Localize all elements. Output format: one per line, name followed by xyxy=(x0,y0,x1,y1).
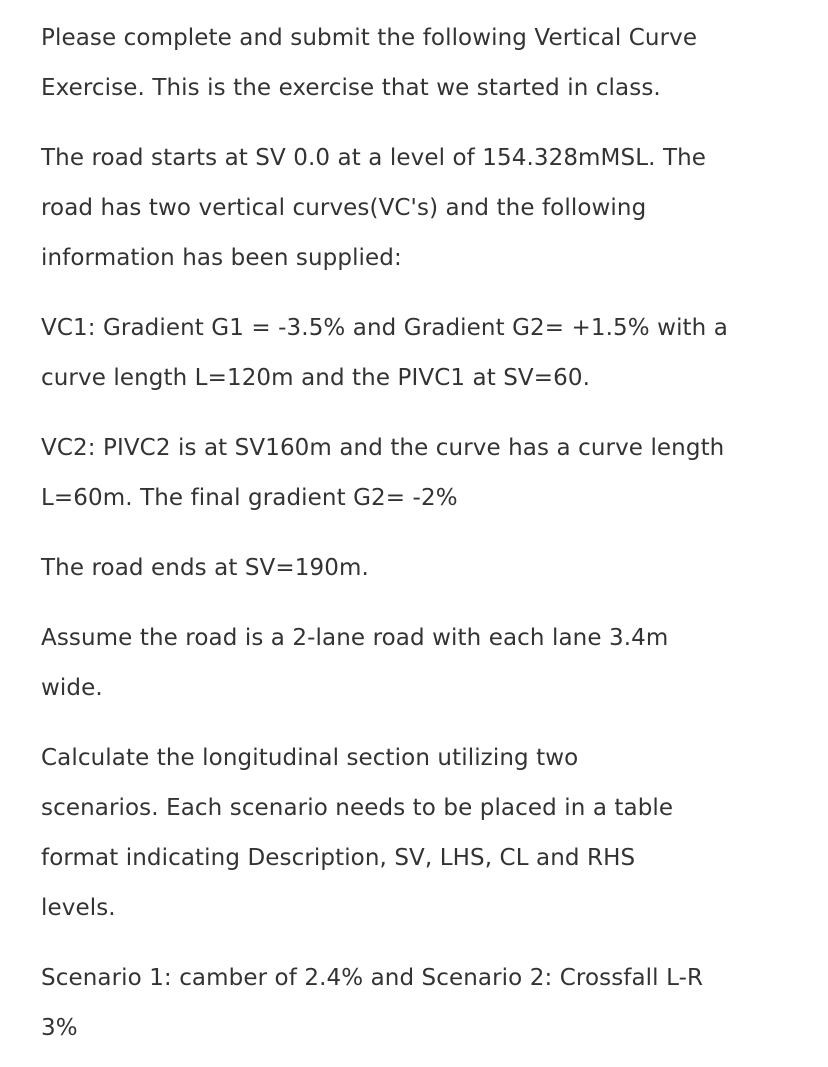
vc2-line-1: VC2: PIVC2 is at SV160m and the curve has a curve length xyxy=(41,435,725,461)
scenario-line-2: 3% xyxy=(41,1015,78,1041)
intro-line-2: Exercise. This is the exercise that we started in class. xyxy=(41,75,661,101)
scenario-line-1: Scenario 1: camber of 2.4% and Scenario 2: Crossfall L-R xyxy=(41,965,704,991)
calculate-line-1: Calculate the longitudinal section utilizing two xyxy=(41,745,579,771)
vc1-line-2: curve length L=120m and the PIVC1 at SV=60. xyxy=(41,365,591,391)
road-end-line: The road ends at SV=190m. xyxy=(41,555,369,581)
road-start-line-3: information has been supplied: xyxy=(41,245,402,271)
road-start-line-2: road has two vertical curves(VC's) and the following xyxy=(41,195,647,221)
lane-width-line-1: Assume the road is a 2-lane road with each lane 3.4m xyxy=(41,625,669,651)
lane-width-line-2: wide. xyxy=(41,675,103,701)
road-start-line-1: The road starts at SV 0.0 at a level of 154.328mMSL. The xyxy=(41,145,707,171)
calculate-line-3: format indicating Description, SV, LHS, CL and RHS xyxy=(41,845,636,871)
intro-line-1: Please complete and submit the following Vertical Curve xyxy=(41,25,698,51)
vc2-line-2: L=60m. The final gradient G2= -2% xyxy=(41,485,458,511)
vc1-line-1: VC1: Gradient G1 = -3.5% and Gradient G2= +1.5% with a xyxy=(41,315,728,341)
calculate-line-4: levels. xyxy=(41,895,116,921)
calculate-line-2: scenarios. Each scenario needs to be placed in a table xyxy=(41,795,674,821)
